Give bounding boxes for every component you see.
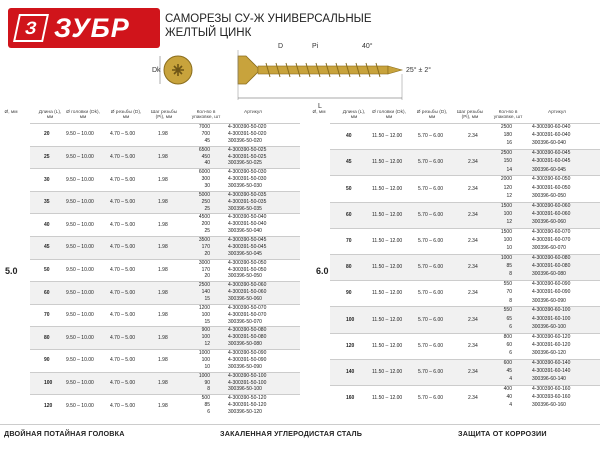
thread-cell: 5.70 – 6.00 bbox=[418, 316, 444, 323]
qty-cell: 1500 bbox=[500, 228, 512, 235]
length-cell: 50 bbox=[44, 266, 50, 273]
qty-cell: 6000 bbox=[198, 169, 210, 176]
article-cell: 4-300390-50-030 bbox=[228, 169, 267, 176]
qty-cell: 400 bbox=[503, 386, 512, 392]
l-label: L bbox=[318, 103, 322, 110]
length-cell: 30 bbox=[44, 176, 50, 183]
page-title bbox=[165, 12, 372, 40]
qty-cell: 12 bbox=[506, 219, 512, 225]
thread-cell: 5.70 – 6.00 bbox=[418, 211, 444, 218]
thread-cell: 5.70 – 6.00 bbox=[418, 395, 444, 402]
qty-cell: 25 bbox=[204, 228, 210, 235]
length-cell: 50 bbox=[346, 185, 352, 192]
thread-cell: 4.70 – 5.00 bbox=[110, 289, 136, 296]
thread-cell: 4.70 – 5.00 bbox=[110, 379, 136, 386]
qty-cell: 6500 bbox=[198, 146, 210, 153]
length-cell: 60 bbox=[346, 211, 352, 218]
article-cell: 4-300390-50-040 bbox=[228, 214, 267, 221]
article-cell: 4-300391-60-080 bbox=[532, 263, 571, 270]
article-cell: 4-300391-50-040 bbox=[228, 221, 267, 228]
head-cell: 9.50 – 10.00 bbox=[66, 266, 94, 273]
thread-cell: 4.70 – 5.00 bbox=[110, 266, 136, 273]
length-cell: 35 bbox=[44, 199, 50, 206]
length-cell: 120 bbox=[346, 342, 355, 349]
qty-cell: 170 bbox=[201, 243, 210, 250]
article-cell: 300396-60-090 bbox=[532, 297, 566, 304]
length-cell: 160 bbox=[346, 395, 355, 402]
qty-cell: 20 bbox=[204, 273, 210, 280]
head-cell: 11.50 – 12.00 bbox=[372, 342, 403, 349]
qty-cell: 1000 bbox=[198, 350, 210, 356]
length-cell: 20 bbox=[44, 131, 50, 138]
header-pitch: Шаг резьбы (Pi), мм bbox=[150, 110, 178, 121]
article-cell: 4-300391-50-025 bbox=[228, 153, 267, 160]
article-cell: 4-300390-50-050 bbox=[228, 259, 267, 266]
length-cell: 70 bbox=[346, 237, 352, 244]
header-article-right: Артикул bbox=[548, 110, 566, 115]
tip-angle-label: 25° ± 2° bbox=[406, 67, 432, 74]
header-length: Длина (L), мм bbox=[38, 110, 62, 121]
article-cell: 300396-60-060 bbox=[532, 219, 566, 225]
article-cell: 4-300390-50-120 bbox=[228, 395, 267, 402]
article-cell: 300396-50-080 bbox=[228, 341, 262, 348]
article-cell: 300396-60-045 bbox=[532, 166, 566, 173]
article-cell: 4-300391-60-090 bbox=[532, 289, 571, 296]
head-cell: 11.50 – 12.00 bbox=[372, 133, 403, 140]
article-cell: 300396-60-120 bbox=[532, 350, 566, 356]
qty-cell: 900 bbox=[201, 327, 210, 334]
thread-cell: 4.70 – 5.00 bbox=[110, 176, 136, 183]
article-cell: 300396-50-030 bbox=[228, 183, 262, 189]
qty-cell: 3500 bbox=[198, 237, 210, 243]
header-pitch-right: Шаг резьбы (Pi), мм bbox=[456, 110, 484, 121]
head-cell: 9.50 – 10.00 bbox=[66, 244, 94, 251]
qty-cell: 10 bbox=[506, 245, 512, 252]
article-cell: 4-300390-60-160 bbox=[532, 386, 571, 392]
qty-cell: 500 bbox=[201, 395, 210, 402]
head-cell: 11.50 – 12.00 bbox=[372, 237, 403, 244]
head-cell: 9.50 – 10.00 bbox=[66, 131, 94, 138]
article-cell: 300396-60-050 bbox=[532, 192, 566, 199]
article-cell: 300396-60-140 bbox=[532, 376, 566, 383]
header-article: Артикул bbox=[244, 110, 262, 115]
thread-cell: 5.70 – 6.00 bbox=[418, 159, 444, 166]
length-cell: 80 bbox=[346, 264, 352, 271]
thread-cell: 5.70 – 6.00 bbox=[418, 237, 444, 244]
pitch-cell: 2.34 bbox=[468, 290, 478, 297]
article-cell: 4-300390-60-050 bbox=[532, 176, 571, 183]
thread-cell: 5.70 – 6.00 bbox=[418, 185, 444, 192]
header-diameter: Ø, мм bbox=[4, 110, 18, 115]
header-length-right: Длина (L), мм bbox=[342, 110, 366, 121]
header-head: Ø головки (Dk), мм bbox=[66, 110, 100, 121]
qty-cell: 12 bbox=[204, 341, 210, 348]
length-cell: 90 bbox=[346, 290, 352, 297]
left-diameter: 5.0 bbox=[5, 266, 18, 276]
article-cell: 4-300390-60-100 bbox=[532, 307, 571, 314]
pitch-cell: 1.98 bbox=[158, 402, 168, 409]
qty-cell: 60 bbox=[506, 341, 512, 348]
qty-cell: 45 bbox=[506, 368, 512, 374]
thread-cell: 5.70 – 6.00 bbox=[418, 133, 444, 140]
qty-cell: 2500 bbox=[198, 282, 210, 289]
pitch-cell: 1.98 bbox=[158, 357, 168, 364]
article-cell: 4-300391-60-045 bbox=[532, 158, 571, 165]
length-cell: 80 bbox=[44, 334, 50, 341]
article-cell: 300396-50-100 bbox=[228, 386, 262, 393]
qty-cell: 170 bbox=[201, 266, 210, 273]
qty-cell: 85 bbox=[204, 402, 210, 409]
article-cell: 4-300391-60-100 bbox=[532, 315, 571, 322]
qty-cell: 40 bbox=[506, 394, 512, 401]
qty-cell: 4 bbox=[509, 402, 512, 409]
qty-cell: 16 bbox=[506, 140, 512, 147]
header-thread: Ø резьбы (D), мм bbox=[110, 110, 142, 121]
thread-cell: 4.70 – 5.00 bbox=[110, 153, 136, 160]
article-cell: 300396-60-160 bbox=[532, 402, 566, 409]
qty-cell: 20 bbox=[204, 250, 210, 257]
footer-feature-3: ЗАЩИТА ОТ КОРРОЗИИ bbox=[458, 429, 547, 438]
pitch-cell: 1.98 bbox=[158, 199, 168, 206]
qty-cell: 1200 bbox=[198, 304, 210, 311]
pitch-cell: 1.98 bbox=[158, 379, 168, 386]
article-cell: 300396-60-070 bbox=[532, 245, 566, 252]
head-cell: 9.50 – 10.00 bbox=[66, 379, 94, 386]
article-cell: 300396-50-025 bbox=[228, 160, 262, 167]
qty-cell: 1000 bbox=[198, 372, 210, 379]
thread-cell: 4.70 – 5.00 bbox=[110, 199, 136, 206]
article-cell: 4-300391-50-100 bbox=[228, 379, 267, 386]
article-cell: 4-300391-50-035 bbox=[228, 198, 267, 205]
brand-logo bbox=[8, 8, 160, 48]
length-cell: 25 bbox=[44, 153, 50, 160]
qty-cell: 45 bbox=[204, 137, 210, 144]
thread-cell: 4.70 – 5.00 bbox=[110, 357, 136, 364]
article-cell: 4-300391-60-050 bbox=[532, 184, 571, 191]
article-cell: 4-300390-50-020 bbox=[228, 124, 267, 130]
qty-cell: 5000 bbox=[198, 191, 210, 198]
pitch-cell: 2.34 bbox=[468, 237, 478, 244]
qty-cell: 14 bbox=[506, 166, 512, 173]
article-cell: 300396-50-020 bbox=[228, 137, 262, 144]
qty-cell: 180 bbox=[503, 132, 512, 139]
head-cell: 9.50 – 10.00 bbox=[66, 289, 94, 296]
article-cell: 4-300390-60-060 bbox=[532, 202, 571, 209]
article-cell: 300396-50-040 bbox=[228, 228, 262, 235]
qty-cell: 8 bbox=[509, 297, 512, 304]
qty-cell: 100 bbox=[503, 237, 512, 243]
article-cell: 4-300390-60-120 bbox=[532, 333, 571, 340]
qty-cell: 200 bbox=[201, 221, 210, 228]
pitch-cell: 1.98 bbox=[158, 266, 168, 273]
head-cell: 11.50 – 12.00 bbox=[372, 211, 403, 218]
thread-cell: 5.70 – 6.00 bbox=[418, 290, 444, 297]
qty-cell: 2000 bbox=[500, 176, 512, 183]
qty-cell: 15 bbox=[204, 318, 210, 325]
header-thread-right: Ø резьбы (D), мм bbox=[416, 110, 448, 121]
title-line-1: САМОРЕЗЫ СУ-Ж УНИВЕРСАЛЬНЫЕ bbox=[165, 13, 372, 25]
qty-cell: 10 bbox=[204, 363, 210, 370]
article-cell: 4-300390-60-090 bbox=[532, 281, 571, 288]
qty-cell: 150 bbox=[503, 158, 512, 165]
article-cell: 4-300391-50-070 bbox=[228, 311, 267, 318]
head-cell: 9.50 – 10.00 bbox=[66, 312, 94, 319]
head-cell: 11.50 – 12.00 bbox=[372, 290, 403, 297]
head-cell: 9.50 – 10.00 bbox=[66, 199, 94, 206]
article-cell: 4-300390-60-080 bbox=[532, 255, 571, 261]
thread-cell: 4.70 – 5.00 bbox=[110, 131, 136, 138]
head-cell: 9.50 – 10.00 bbox=[66, 357, 94, 364]
head-cell: 9.50 – 10.00 bbox=[66, 153, 94, 160]
thread-cell: 4.70 – 5.00 bbox=[110, 221, 136, 228]
length-cell: 60 bbox=[44, 289, 50, 296]
pitch-cell: 1.98 bbox=[158, 289, 168, 296]
article-cell: 300396-50-060 bbox=[228, 296, 262, 302]
header-qty: Кол-во в упаковке, шт bbox=[191, 110, 221, 121]
qty-cell: 8 bbox=[207, 386, 210, 393]
qty-cell: 6 bbox=[509, 323, 512, 330]
head-cell: 11.50 – 12.00 bbox=[372, 368, 403, 375]
length-cell: 40 bbox=[346, 133, 352, 140]
qty-cell: 3000 bbox=[198, 259, 210, 266]
head-cell: 9.50 – 10.00 bbox=[66, 176, 94, 183]
article-cell: 4-300390-50-060 bbox=[228, 282, 267, 289]
pitch-cell: 1.98 bbox=[158, 221, 168, 228]
article-cell: 4-300391-50-050 bbox=[228, 266, 267, 273]
head-cell: 11.50 – 12.00 bbox=[372, 185, 403, 192]
qty-cell: 4 bbox=[509, 376, 512, 383]
qty-cell: 600 bbox=[503, 359, 512, 366]
pitch-cell: 2.34 bbox=[468, 211, 478, 218]
qty-cell: 140 bbox=[201, 289, 210, 296]
article-cell: 300396-50-070 bbox=[228, 318, 262, 325]
article-cell: 4-300390-50-070 bbox=[228, 304, 267, 311]
pitch-cell: 1.98 bbox=[158, 176, 168, 183]
length-cell: 90 bbox=[44, 357, 50, 364]
article-cell: 4-300390-60-045 bbox=[532, 150, 571, 157]
head-cell: 11.50 – 12.00 bbox=[372, 264, 403, 271]
qty-cell: 12 bbox=[506, 192, 512, 199]
qty-cell: 90 bbox=[204, 379, 210, 386]
article-cell: 300396-60-080 bbox=[532, 271, 566, 278]
length-cell: 40 bbox=[44, 221, 50, 228]
qty-cell: 700 bbox=[201, 130, 210, 137]
qty-cell: 2500 bbox=[500, 124, 512, 130]
d-label: D bbox=[278, 43, 284, 50]
screw-drawing bbox=[150, 38, 470, 116]
qty-cell: 40 bbox=[204, 160, 210, 167]
qty-cell: 550 bbox=[503, 307, 512, 314]
qty-cell: 15 bbox=[204, 296, 210, 302]
length-cell: 100 bbox=[44, 379, 53, 386]
pitch-cell: 2.34 bbox=[468, 316, 478, 323]
pitch-cell: 1.98 bbox=[158, 334, 168, 341]
header-qty-right: Кол-во в упаковке, шт bbox=[493, 110, 523, 121]
angle-label: 40° bbox=[362, 43, 373, 50]
qty-cell: 6 bbox=[207, 409, 210, 415]
article-cell: 4-300391-50-020 bbox=[228, 130, 267, 137]
thread-cell: 5.70 – 6.00 bbox=[418, 368, 444, 375]
head-cell: 11.50 – 12.00 bbox=[372, 395, 403, 402]
qty-cell: 6 bbox=[509, 350, 512, 356]
article-cell: 300396-60-100 bbox=[532, 323, 566, 330]
qty-cell: 1000 bbox=[500, 255, 512, 261]
qty-cell: 450 bbox=[201, 153, 210, 160]
article-cell: 300396-50-120 bbox=[228, 409, 262, 415]
right-diameter: 6.0 bbox=[316, 266, 329, 276]
qty-cell: 300 bbox=[201, 176, 210, 183]
pi-label: Pi bbox=[312, 43, 319, 50]
thread-cell: 5.70 – 6.00 bbox=[418, 264, 444, 271]
thread-cell: 4.70 – 5.00 bbox=[110, 244, 136, 251]
screw-side-head-icon bbox=[238, 56, 258, 84]
qty-cell: 65 bbox=[506, 315, 512, 322]
article-cell: 4-300391-60-120 bbox=[532, 341, 571, 348]
qty-cell: 100 bbox=[201, 311, 210, 318]
pitch-cell: 2.34 bbox=[468, 368, 478, 375]
brand-name: ЗУБР bbox=[54, 12, 130, 43]
head-cell: 9.50 – 10.00 bbox=[66, 402, 94, 409]
article-cell: 4-300391-60-140 bbox=[532, 368, 571, 374]
dk-label: Dk bbox=[152, 67, 161, 74]
article-cell: 4-300390-60-040 bbox=[532, 124, 571, 130]
pitch-cell: 2.34 bbox=[468, 342, 478, 349]
pitch-cell: 1.98 bbox=[158, 312, 168, 319]
length-cell: 45 bbox=[346, 159, 352, 166]
length-cell: 70 bbox=[44, 312, 50, 319]
thread-cell: 4.70 – 5.00 bbox=[110, 312, 136, 319]
head-cell: 11.50 – 12.00 bbox=[372, 316, 403, 323]
head-cell: 9.50 – 10.00 bbox=[66, 334, 94, 341]
article-cell: 300396-50-045 bbox=[228, 250, 262, 257]
article-cell: 4-300391-50-080 bbox=[228, 334, 267, 341]
qty-cell: 2500 bbox=[500, 150, 512, 157]
article-cell: 4-300391-50-090 bbox=[228, 356, 267, 363]
thread-cell: 4.70 – 5.00 bbox=[110, 402, 136, 409]
article-cell: 4-300390-50-100 bbox=[228, 372, 267, 379]
qty-cell: 4500 bbox=[198, 214, 210, 221]
qty-cell: 800 bbox=[503, 333, 512, 340]
article-cell: 4-300390-50-045 bbox=[228, 237, 267, 243]
qty-cell: 1500 bbox=[500, 202, 512, 209]
article-cell: 4-300391-50-120 bbox=[228, 402, 267, 409]
article-cell: 300396-60-040 bbox=[532, 140, 566, 147]
qty-cell: 100 bbox=[503, 210, 512, 217]
qty-cell: 70 bbox=[506, 289, 512, 296]
pitch-cell: 1.98 bbox=[158, 153, 168, 160]
length-cell: 140 bbox=[346, 368, 355, 375]
article-cell: 4-300393-60-160 bbox=[532, 394, 571, 401]
qty-cell: 85 bbox=[506, 263, 512, 270]
article-cell: 4-300391-50-030 bbox=[228, 176, 267, 183]
article-cell: 4-300391-50-060 bbox=[228, 289, 267, 296]
head-cell: 11.50 – 12.00 bbox=[372, 159, 403, 166]
article-cell: 4-300391-60-060 bbox=[532, 210, 571, 217]
qty-cell: 550 bbox=[503, 281, 512, 288]
header-head-right: Ø головки (Dk), мм bbox=[372, 110, 406, 121]
qty-cell: 250 bbox=[201, 198, 210, 205]
article-cell: 4-300390-50-080 bbox=[228, 327, 267, 334]
article-cell: 4-300390-50-090 bbox=[228, 350, 267, 356]
head-cell: 9.50 – 10.00 bbox=[66, 221, 94, 228]
length-cell: 45 bbox=[44, 244, 50, 251]
thread-cell: 5.70 – 6.00 bbox=[418, 342, 444, 349]
article-cell: 300396-50-050 bbox=[228, 273, 262, 280]
pitch-cell: 2.34 bbox=[468, 395, 478, 402]
qty-cell: 7000 bbox=[198, 124, 210, 130]
title-line-2: ЖЕЛТЫЙ ЦИНК bbox=[165, 27, 252, 39]
qty-cell: 120 bbox=[503, 184, 512, 191]
thread-cell: 4.70 – 5.00 bbox=[110, 334, 136, 341]
article-cell: 300396-50-090 bbox=[228, 363, 262, 370]
pitch-cell: 2.34 bbox=[468, 264, 478, 271]
length-cell: 120 bbox=[44, 402, 53, 409]
qty-cell: 8 bbox=[509, 271, 512, 278]
article-cell: 4-300390-50-025 bbox=[228, 146, 267, 153]
qty-cell: 25 bbox=[204, 205, 210, 212]
footer-feature-1: ДВОЙНАЯ ПОТАЙНАЯ ГОЛОВКА bbox=[4, 429, 125, 438]
qty-cell: 100 bbox=[201, 356, 210, 363]
article-cell: 4-300390-60-140 bbox=[532, 359, 571, 366]
footer-divider bbox=[0, 424, 600, 425]
article-cell: 300396-50-035 bbox=[228, 205, 262, 212]
article-cell: 4-300391-60-070 bbox=[532, 237, 571, 243]
qty-cell: 100 bbox=[201, 334, 210, 341]
screw-tip-icon bbox=[388, 66, 402, 74]
pitch-cell: 2.34 bbox=[468, 185, 478, 192]
footer-feature-2: ЗАКАЛЕННАЯ УГЛЕРОДИСТАЯ СТАЛЬ bbox=[220, 429, 363, 438]
qty-cell: 30 bbox=[204, 183, 210, 189]
article-cell: 4-300390-60-070 bbox=[532, 228, 571, 235]
header-diameter-right: Ø, мм bbox=[312, 110, 326, 115]
pitch-cell: 1.98 bbox=[158, 244, 168, 251]
pitch-cell: 1.98 bbox=[158, 131, 168, 138]
article-cell: 4-300391-60-040 bbox=[532, 132, 571, 139]
brand-mark: З bbox=[13, 14, 49, 42]
article-cell: 4-300390-50-035 bbox=[228, 191, 267, 198]
article-cell: 4-300391-50-045 bbox=[228, 243, 267, 250]
length-cell: 100 bbox=[346, 316, 355, 323]
pitch-cell: 2.34 bbox=[468, 133, 478, 140]
pitch-cell: 2.34 bbox=[468, 159, 478, 166]
